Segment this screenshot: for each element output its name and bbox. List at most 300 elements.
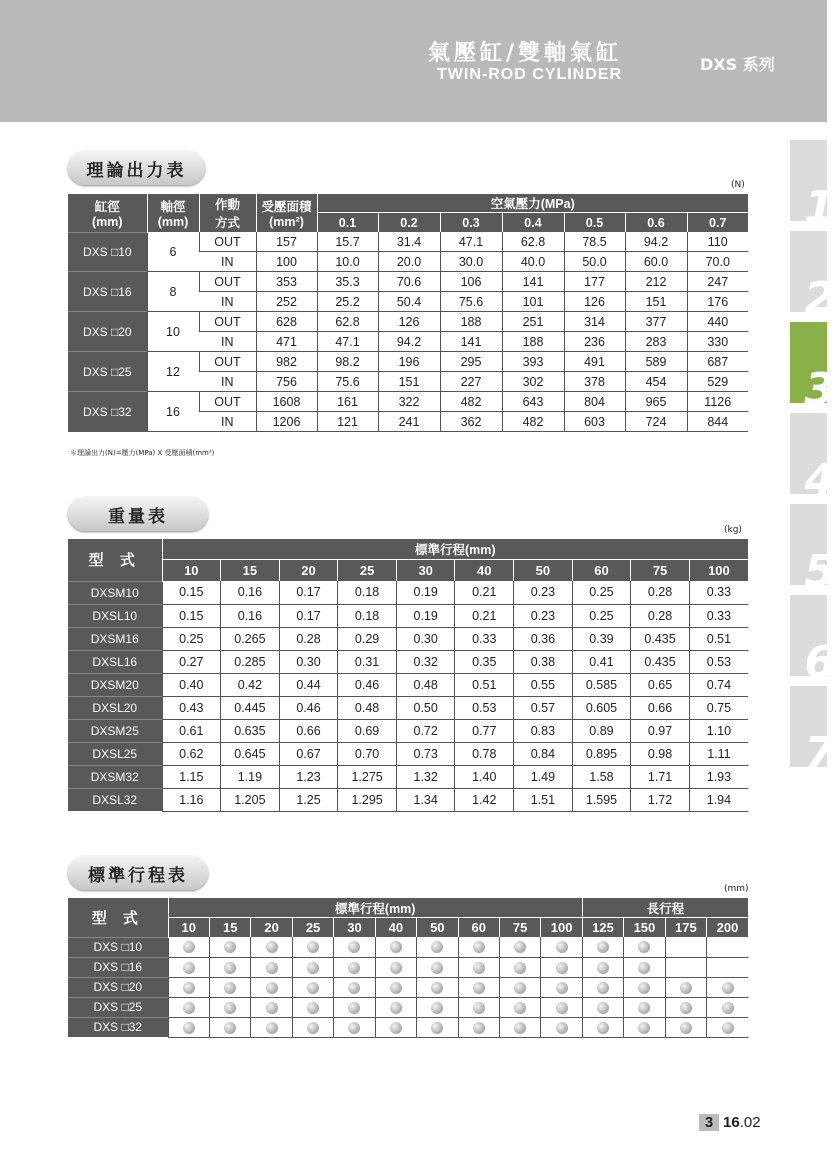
area-cell: 756	[256, 372, 317, 392]
available-dot-icon	[680, 982, 692, 994]
rod-cell: 16	[147, 392, 199, 432]
weight-value: 0.46	[338, 673, 397, 696]
weight-value: 0.46	[279, 696, 338, 719]
weight-value: 1.58	[572, 765, 631, 788]
header-series: DXS 系列	[700, 55, 775, 74]
weight-value: 0.48	[396, 673, 455, 696]
availability-cell	[707, 997, 748, 1017]
weight-value: 0.53	[689, 650, 748, 673]
chapter-tabs	[790, 140, 835, 779]
weight-value: 0.435	[631, 650, 690, 673]
force-value: 151	[625, 292, 687, 312]
std-stroke-col: 40	[375, 918, 416, 938]
force-value: 94.2	[378, 332, 440, 352]
force-value: 98.2	[317, 352, 378, 372]
weight-stroke-col: 100	[689, 560, 748, 582]
weight-table-title: 重量表	[68, 497, 208, 531]
force-value: 10.0	[317, 252, 378, 272]
weight-stroke-header: 標準行程(mm)	[162, 539, 748, 560]
area-cell: 1608	[256, 392, 317, 412]
rod-cell: 6	[147, 232, 199, 272]
area-cell: 1206	[256, 412, 317, 432]
weight-value: 1.25	[279, 788, 338, 811]
weight-value: 0.18	[338, 581, 397, 604]
weight-value: 0.78	[455, 742, 514, 765]
force-value: 330	[687, 332, 748, 352]
stroke-model-cell: DXS □25	[68, 997, 168, 1017]
force-value: 126	[378, 312, 440, 332]
available-dot-icon	[638, 1002, 650, 1014]
weight-value: 0.27	[162, 650, 221, 673]
weight-value: 0.33	[455, 627, 514, 650]
action-cell: OUT	[199, 232, 256, 252]
force-value: 196	[378, 352, 440, 372]
available-dot-icon	[224, 1002, 236, 1014]
available-dot-icon	[266, 1022, 278, 1034]
weight-value: 0.73	[396, 742, 455, 765]
availability-cell	[210, 997, 251, 1017]
weight-value: 0.43	[162, 696, 221, 719]
action-cell: IN	[199, 372, 256, 392]
chapter-tab-2	[790, 231, 835, 324]
force-value: 40.0	[502, 252, 564, 272]
stroke-row	[68, 957, 748, 977]
weight-model-cell: DXSL16	[68, 650, 162, 673]
stroke-model-cell: DXS □32	[68, 1017, 168, 1037]
action-cell: IN	[199, 292, 256, 312]
weight-value: 0.28	[279, 627, 338, 650]
weight-value: 0.25	[572, 581, 631, 604]
long-stroke-col: 150	[624, 918, 665, 938]
long-stroke-header: 長行程	[582, 898, 748, 918]
pressure-col-header: 0.3	[440, 213, 502, 233]
available-dot-icon	[514, 982, 526, 994]
page-number: 16	[723, 1114, 740, 1131]
weight-value: 0.285	[221, 650, 280, 673]
chapter-number: 3	[699, 1114, 719, 1131]
weight-row	[68, 650, 748, 673]
force-value: 94.2	[625, 232, 687, 252]
available-dot-icon	[224, 962, 236, 974]
force-value: 20.0	[378, 252, 440, 272]
available-dot-icon	[390, 982, 402, 994]
availability-cell	[582, 957, 623, 977]
std-stroke-col: 100	[541, 918, 582, 938]
force-value: 141	[440, 332, 502, 352]
weight-value: 1.16	[162, 788, 221, 811]
chapter-tab-label: 5	[804, 546, 835, 597]
weight-value: 0.48	[338, 696, 397, 719]
chapter-tab-label: 3	[804, 364, 835, 415]
availability-cell	[375, 977, 416, 997]
weight-value: 0.25	[162, 627, 221, 650]
force-value: 161	[317, 392, 378, 412]
available-dot-icon	[722, 982, 734, 994]
weight-value: 0.70	[338, 742, 397, 765]
chapter-tab-4	[790, 413, 835, 506]
available-dot-icon	[638, 982, 650, 994]
weight-value: 0.66	[279, 719, 338, 742]
force-value: 491	[564, 352, 625, 372]
weight-value: 0.30	[279, 650, 338, 673]
std-stroke-col: 75	[499, 918, 540, 938]
action-cell: OUT	[199, 392, 256, 412]
available-dot-icon	[224, 982, 236, 994]
weight-stroke-col: 10	[162, 560, 221, 582]
model-cell: DXS □25	[68, 352, 147, 392]
force-value: 724	[625, 412, 687, 432]
availability-cell	[417, 977, 458, 997]
availability-cell	[292, 977, 333, 997]
weight-stroke-col: 50	[514, 560, 573, 582]
weight-value: 0.17	[279, 604, 338, 627]
available-dot-icon	[514, 941, 526, 953]
weight-value: 0.21	[455, 604, 514, 627]
force-value: 35.3	[317, 272, 378, 292]
weight-value: 1.19	[221, 765, 280, 788]
availability-cell	[292, 997, 333, 1017]
available-dot-icon	[348, 982, 360, 994]
availability-cell	[168, 1017, 209, 1037]
available-dot-icon	[514, 1022, 526, 1034]
weight-model-cell: DXSL32	[68, 788, 162, 811]
weight-value: 1.23	[279, 765, 338, 788]
chapter-tab-5	[790, 504, 835, 597]
page-suffix: .02	[739, 1114, 761, 1131]
available-dot-icon	[348, 941, 360, 953]
available-dot-icon	[224, 941, 236, 953]
weight-value: 1.295	[338, 788, 397, 811]
available-dot-icon	[680, 1002, 692, 1014]
availability-cell	[417, 937, 458, 957]
weight-value: 1.40	[455, 765, 514, 788]
weight-value: 0.19	[396, 581, 455, 604]
force-value: 30.0	[440, 252, 502, 272]
availability-cell	[458, 957, 499, 977]
weight-value: 1.49	[514, 765, 573, 788]
weight-table-unit: (kg)	[724, 525, 742, 535]
area-cell: 157	[256, 232, 317, 252]
force-value: 110	[687, 232, 748, 252]
available-dot-icon	[266, 941, 278, 953]
weight-value: 1.93	[689, 765, 748, 788]
action-cell: IN	[199, 412, 256, 432]
force-value: 454	[625, 372, 687, 392]
available-dot-icon	[348, 962, 360, 974]
weight-value: 0.18	[338, 604, 397, 627]
available-dot-icon	[307, 982, 319, 994]
pressure-col-header: 0.5	[564, 213, 625, 233]
stroke-model-cell: DXS □16	[68, 957, 168, 977]
available-dot-icon	[597, 962, 609, 974]
rod-header: 軸徑 (mm)	[147, 194, 199, 232]
weight-value: 0.15	[162, 604, 221, 627]
force-row	[68, 232, 748, 252]
available-dot-icon	[597, 1022, 609, 1034]
availability-cell	[624, 977, 665, 997]
availability-cell	[665, 1017, 706, 1037]
std-stroke-col: 30	[334, 918, 375, 938]
force-value: 227	[440, 372, 502, 392]
weight-value: 0.44	[279, 673, 338, 696]
weight-value: 1.42	[455, 788, 514, 811]
force-value: 151	[378, 372, 440, 392]
weight-model-cell: DXSM32	[68, 765, 162, 788]
chapter-tab-3	[790, 322, 835, 415]
force-value: 212	[625, 272, 687, 292]
availability-cell	[210, 1017, 251, 1037]
chapter-tab-label: 2	[804, 273, 835, 324]
force-value: 482	[440, 392, 502, 412]
model-cell: DXS □32	[68, 392, 147, 432]
available-dot-icon	[638, 1022, 650, 1034]
force-value: 75.6	[440, 292, 502, 312]
weight-value: 0.25	[572, 604, 631, 627]
availability-cell	[707, 977, 748, 997]
weight-model-cell: DXSM25	[68, 719, 162, 742]
weight-model-cell: DXSM10	[68, 581, 162, 604]
availability-cell	[417, 957, 458, 977]
available-dot-icon	[390, 941, 402, 953]
stroke-table-unit: (mm)	[724, 884, 749, 894]
force-value: 589	[625, 352, 687, 372]
availability-cell	[707, 1017, 748, 1037]
weight-value: 0.28	[631, 581, 690, 604]
weight-row	[68, 673, 748, 696]
weight-value: 1.34	[396, 788, 455, 811]
bore-header: 缸徑 (mm)	[68, 194, 147, 232]
force-value: 141	[502, 272, 564, 292]
weight-model-cell: DXSL20	[68, 696, 162, 719]
stroke-row	[68, 937, 748, 957]
force-value: 60.0	[625, 252, 687, 272]
availability-cell	[251, 997, 292, 1017]
weight-value: 0.605	[572, 696, 631, 719]
available-dot-icon	[556, 1022, 568, 1034]
action-header: 作動 方式	[199, 194, 256, 232]
availability-cell	[375, 1017, 416, 1037]
available-dot-icon	[597, 941, 609, 953]
weight-value: 0.445	[221, 696, 280, 719]
force-value: 643	[502, 392, 564, 412]
weight-value: 0.31	[338, 650, 397, 673]
availability-cell	[417, 997, 458, 1017]
force-value: 844	[687, 412, 748, 432]
force-value: 70.6	[378, 272, 440, 292]
force-row	[68, 392, 748, 412]
force-value: 314	[564, 312, 625, 332]
weight-row	[68, 765, 748, 788]
force-value: 1126	[687, 392, 748, 412]
availability-cell	[707, 937, 748, 957]
std-stroke-col: 50	[417, 918, 458, 938]
availability-cell	[665, 957, 706, 977]
weight-value: 0.19	[396, 604, 455, 627]
available-dot-icon	[638, 962, 650, 974]
weight-value: 0.84	[514, 742, 573, 765]
availability-cell	[334, 977, 375, 997]
weight-value: 0.38	[514, 650, 573, 673]
force-table-title: 理論出力表	[68, 151, 205, 185]
availability-cell	[582, 1017, 623, 1037]
availability-cell	[168, 997, 209, 1017]
weight-value: 0.74	[689, 673, 748, 696]
area-header: 受壓面積 (mm²)	[256, 194, 317, 232]
page-footer	[699, 1114, 761, 1131]
available-dot-icon	[556, 1002, 568, 1014]
rod-cell: 12	[147, 352, 199, 392]
force-value: 322	[378, 392, 440, 412]
availability-cell	[541, 1017, 582, 1037]
weight-row	[68, 788, 748, 811]
weight-value: 0.66	[631, 696, 690, 719]
force-value: 251	[502, 312, 564, 332]
weight-value: 0.23	[514, 604, 573, 627]
stroke-row	[68, 977, 748, 997]
available-dot-icon	[638, 941, 650, 953]
force-value: 283	[625, 332, 687, 352]
available-dot-icon	[597, 1002, 609, 1014]
action-cell: OUT	[199, 312, 256, 332]
area-cell: 628	[256, 312, 317, 332]
rod-cell: 8	[147, 272, 199, 312]
available-dot-icon	[307, 1022, 319, 1034]
weight-value: 0.645	[221, 742, 280, 765]
available-dot-icon	[722, 1002, 734, 1014]
weight-value: 0.35	[455, 650, 514, 673]
available-dot-icon	[473, 962, 485, 974]
pressure-col-header: 0.2	[378, 213, 440, 233]
availability-cell	[541, 977, 582, 997]
weight-model-cell: DXSM16	[68, 627, 162, 650]
weight-value: 0.435	[631, 627, 690, 650]
action-cell: OUT	[199, 272, 256, 292]
weight-value: 0.265	[221, 627, 280, 650]
weight-stroke-col: 40	[455, 560, 514, 582]
available-dot-icon	[183, 962, 195, 974]
availability-cell	[168, 957, 209, 977]
available-dot-icon	[514, 1002, 526, 1014]
force-value: 106	[440, 272, 502, 292]
force-value: 177	[564, 272, 625, 292]
force-value: 965	[625, 392, 687, 412]
availability-cell	[458, 1017, 499, 1037]
chapter-tab-label: 1	[804, 182, 835, 233]
force-value: 482	[502, 412, 564, 432]
available-dot-icon	[307, 962, 319, 974]
availability-cell	[499, 997, 540, 1017]
chapter-tab-1	[790, 140, 835, 233]
area-cell: 471	[256, 332, 317, 352]
force-value: 247	[687, 272, 748, 292]
availability-cell	[375, 997, 416, 1017]
area-cell: 252	[256, 292, 317, 312]
weight-value: 1.51	[514, 788, 573, 811]
weight-value: 0.62	[162, 742, 221, 765]
weight-value: 0.72	[396, 719, 455, 742]
weight-value: 0.36	[514, 627, 573, 650]
force-value: 25.2	[317, 292, 378, 312]
weight-stroke-col: 15	[221, 560, 280, 582]
available-dot-icon	[266, 1002, 278, 1014]
available-dot-icon	[224, 1022, 236, 1034]
action-cell: OUT	[199, 352, 256, 372]
weight-model-header: 型 式	[68, 539, 162, 581]
availability-cell	[168, 977, 209, 997]
std-stroke-col: 15	[210, 918, 251, 938]
weight-stroke-col: 75	[631, 560, 690, 582]
weight-value: 1.205	[221, 788, 280, 811]
long-stroke-col: 175	[665, 918, 706, 938]
weight-value: 1.72	[631, 788, 690, 811]
availability-cell	[375, 937, 416, 957]
weight-value: 0.30	[396, 627, 455, 650]
force-value: 687	[687, 352, 748, 372]
availability-cell	[292, 1017, 333, 1037]
weight-value: 0.15	[162, 581, 221, 604]
force-row	[68, 352, 748, 372]
available-dot-icon	[266, 982, 278, 994]
availability-cell	[458, 997, 499, 1017]
availability-cell	[334, 1017, 375, 1037]
availability-cell	[541, 957, 582, 977]
stroke-model-cell: DXS □20	[68, 977, 168, 997]
available-dot-icon	[266, 962, 278, 974]
availability-cell	[707, 957, 748, 977]
availability-cell	[582, 977, 623, 997]
weight-value: 0.21	[455, 581, 514, 604]
weight-value: 0.98	[631, 742, 690, 765]
weight-value: 1.10	[689, 719, 748, 742]
available-dot-icon	[556, 962, 568, 974]
weight-stroke-col: 60	[572, 560, 631, 582]
availability-cell	[665, 977, 706, 997]
weight-value: 1.275	[338, 765, 397, 788]
weight-model-cell: DXSM20	[68, 673, 162, 696]
weight-stroke-col: 30	[396, 560, 455, 582]
available-dot-icon	[390, 962, 402, 974]
model-cell: DXS □10	[68, 232, 147, 272]
available-dot-icon	[514, 962, 526, 974]
available-dot-icon	[183, 982, 195, 994]
pressure-col-header: 0.1	[317, 213, 378, 233]
availability-cell	[210, 977, 251, 997]
weight-value: 1.32	[396, 765, 455, 788]
availability-cell	[251, 957, 292, 977]
pressure-col-header: 0.7	[687, 213, 748, 233]
weight-value: 0.33	[689, 604, 748, 627]
force-value: 75.6	[317, 372, 378, 392]
available-dot-icon	[348, 1022, 360, 1034]
force-value: 70.0	[687, 252, 748, 272]
available-dot-icon	[183, 1002, 195, 1014]
page-header	[0, 0, 827, 122]
weight-value: 0.69	[338, 719, 397, 742]
availability-cell	[334, 997, 375, 1017]
weight-value: 0.40	[162, 673, 221, 696]
force-row	[68, 312, 748, 332]
availability-cell	[334, 937, 375, 957]
availability-cell	[499, 1017, 540, 1037]
weight-value: 1.11	[689, 742, 748, 765]
header-title-en: TWIN-ROD CYLINDER	[437, 66, 622, 83]
force-value: 440	[687, 312, 748, 332]
model-cell: DXS □16	[68, 272, 147, 312]
stroke-table	[68, 898, 748, 1038]
availability-cell	[499, 957, 540, 977]
availability-cell	[375, 957, 416, 977]
availability-cell	[251, 1017, 292, 1037]
